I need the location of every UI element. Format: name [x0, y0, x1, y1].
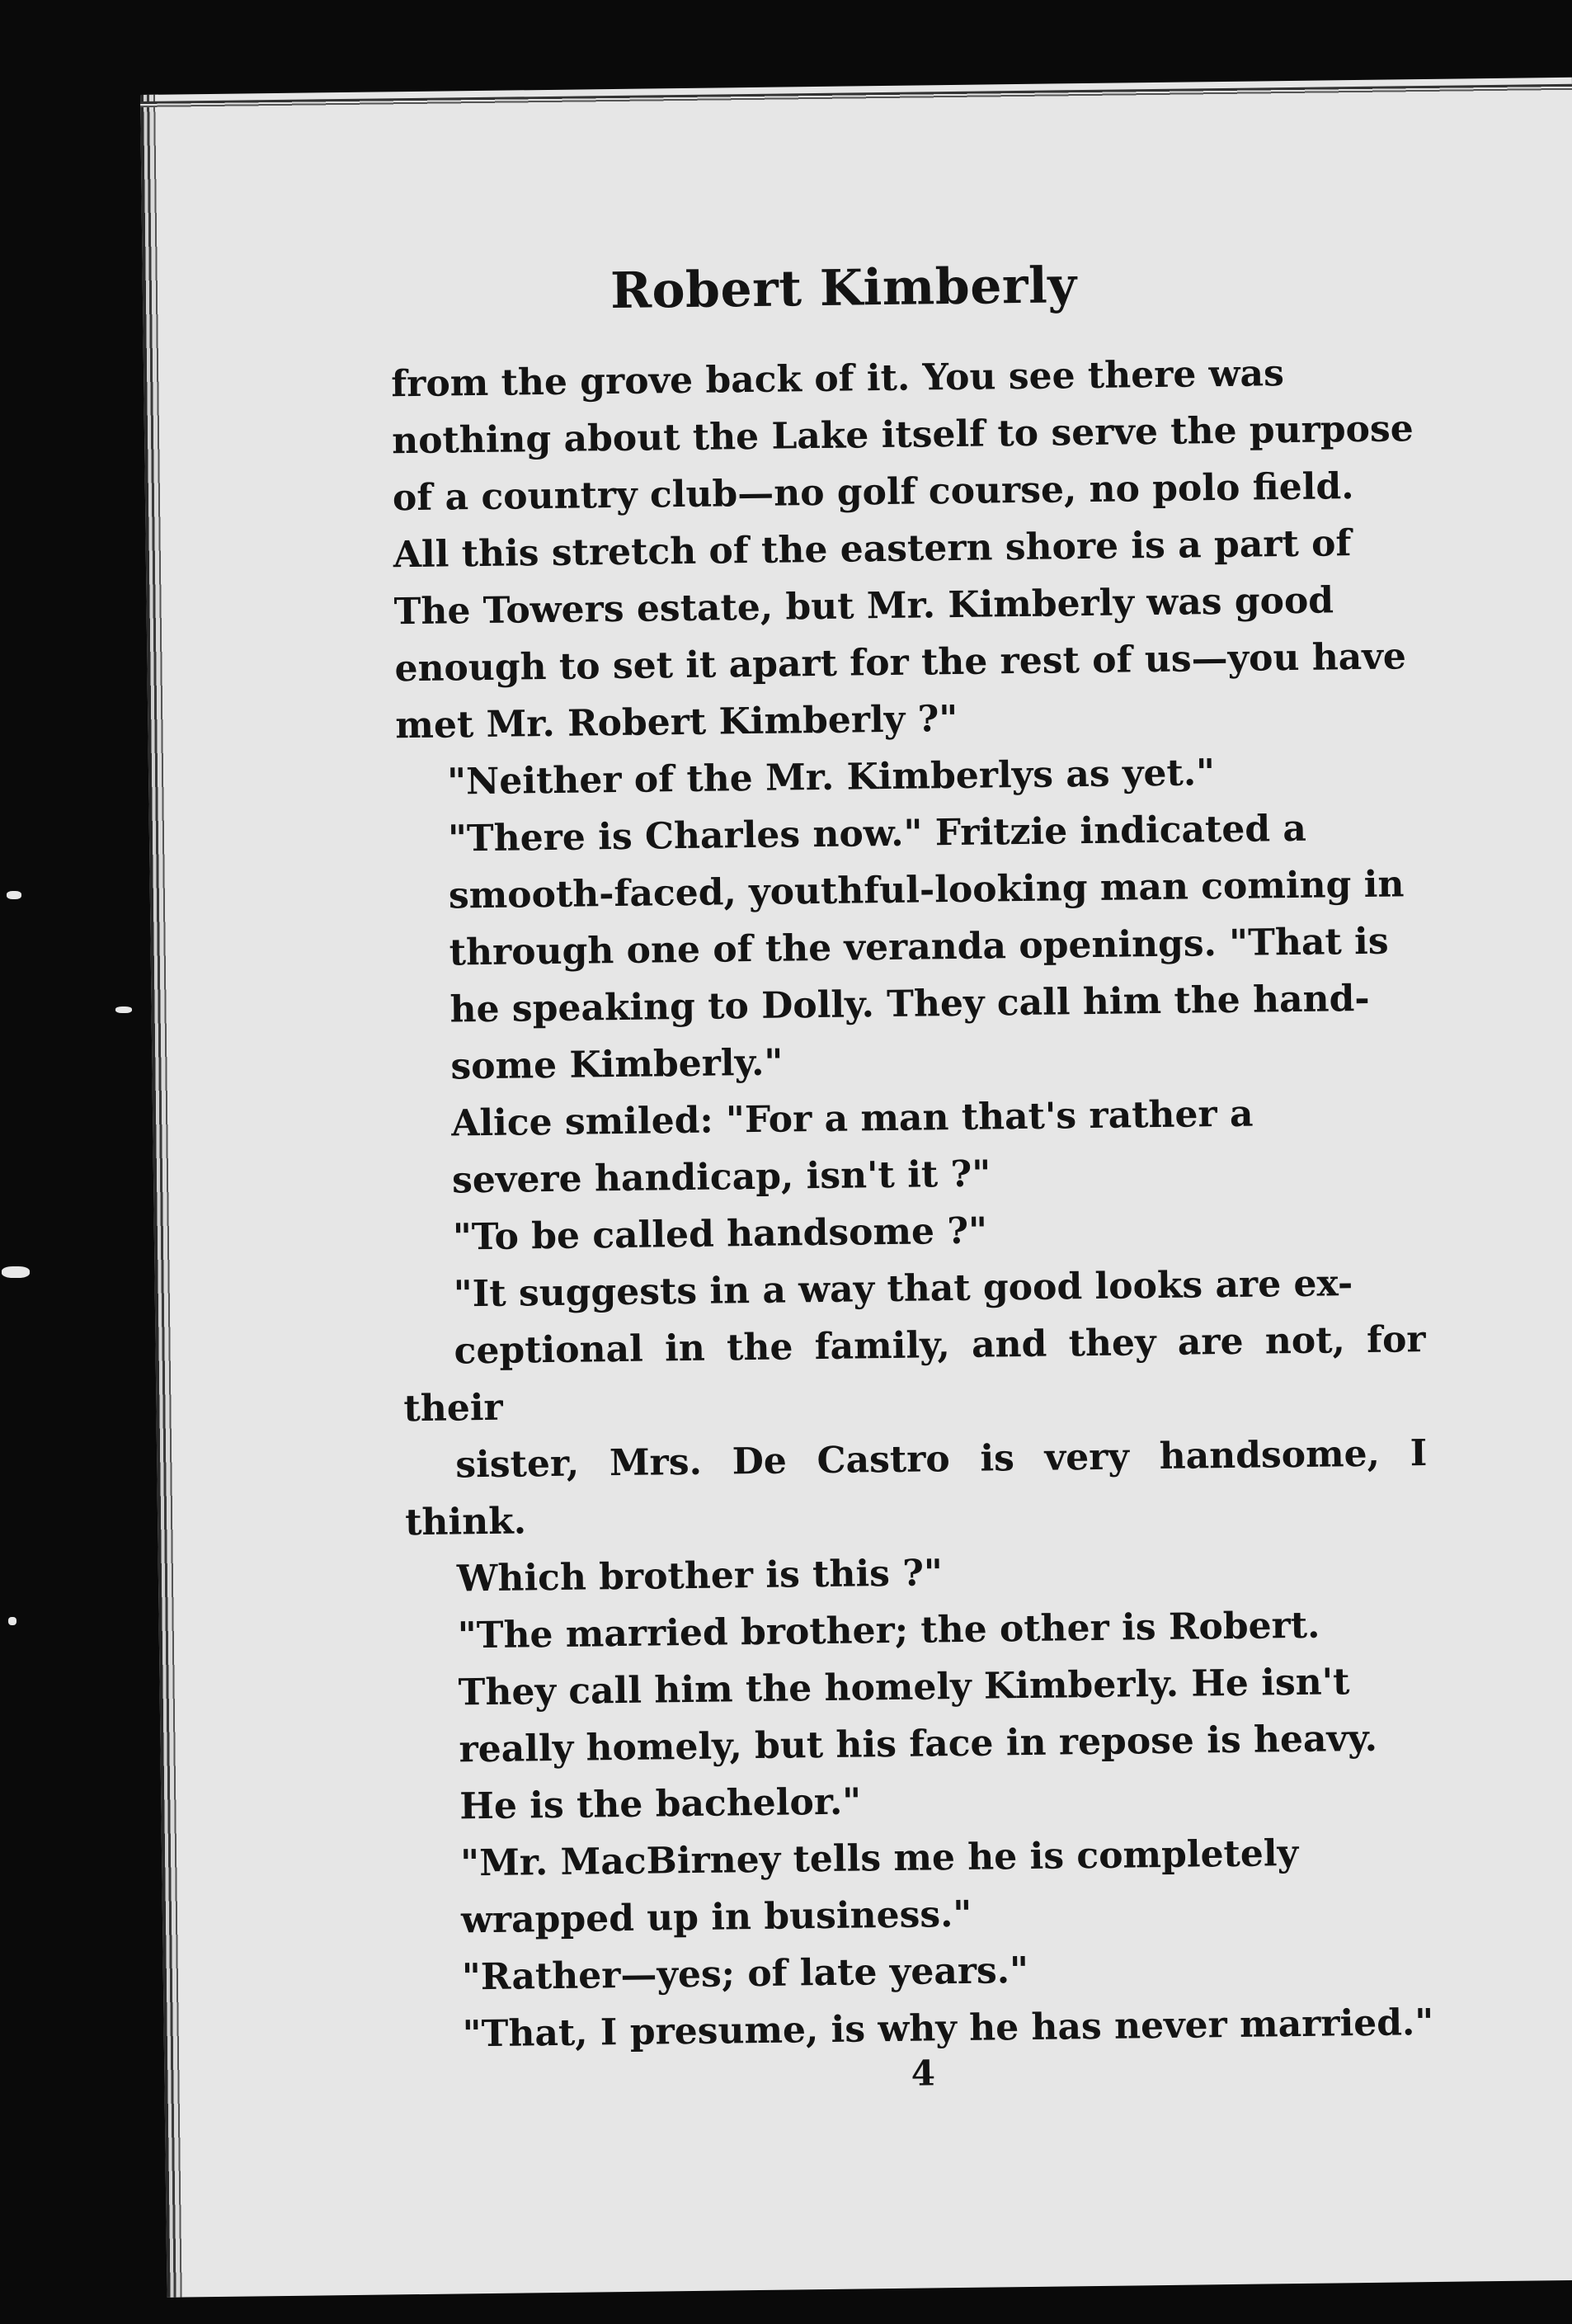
text-line: wrapped up in business." — [460, 1893, 972, 1942]
text-line: he speaking to Dolly. They call him the hand- — [449, 977, 1370, 1031]
paragraph — [391, 343, 1419, 754]
text-line: through one of the veranda openings. "That is — [449, 920, 1389, 974]
paragraph — [400, 1083, 1424, 1209]
page-number: 4 — [911, 2053, 936, 2094]
body-text — [391, 343, 1434, 2063]
scan-speck — [2, 1266, 30, 1278]
paragraph — [406, 1596, 1431, 1836]
text-line: "To be called handsome ?" — [452, 1209, 988, 1259]
text-line: They call him the homely Kimberly. He isn't — [458, 1661, 1350, 1714]
text-line: "That, I presume, is why he has never married." — [462, 2001, 1434, 2056]
paragraph — [402, 1254, 1428, 1608]
scan-speck — [8, 1617, 16, 1625]
text-line: "The married brother; the other is Robert. — [457, 1604, 1320, 1657]
text-line: "Rather—yes; of late years." — [461, 1949, 1029, 1999]
text-line: "It suggests in a way that good looks are ex- — [453, 1262, 1353, 1316]
scan-speck — [115, 1006, 132, 1013]
scan-speck — [7, 891, 21, 899]
text-line: Which brother is this ?" — [456, 1552, 944, 1600]
text-line: enough to set it apart for the rest of us—you have — [394, 635, 1407, 691]
text-line: really homely, but his face in repose is heavy. — [459, 1717, 1378, 1771]
text-line: "Neither of the Mr. Kimberlys as yet." — [446, 752, 1216, 804]
text-line: met Mr. Robert Kimberly ?" — [395, 697, 958, 747]
text-line: "Mr. MacBirney tells me he is completely — [459, 1832, 1299, 1885]
page-edge — [140, 95, 186, 2298]
text-line: severe handicap, isn't it ?" — [451, 1153, 991, 1202]
text-line: from the grove back of it. You see there was — [390, 352, 1285, 406]
text-line: He is the bachelor." — [459, 1780, 862, 1828]
text-line: of a country club—no golf course, no polo field. — [392, 465, 1354, 520]
book-page — [140, 78, 1572, 2298]
text-line: nothing about the Lake itself to serve the purpose — [391, 408, 1414, 463]
page-top-edge — [140, 84, 1572, 108]
text-line: "There is Charles now." Fritzie indicated a — [447, 807, 1307, 860]
running-head: Robert Kimberly — [610, 257, 1078, 321]
text-line: some Kimberly." — [450, 1041, 784, 1088]
text-line: All this stretch of the eastern shore is a part of — [393, 522, 1352, 577]
paragraph — [409, 1823, 1433, 1949]
text-line: sister, Mrs. De Castro is very handsome, I think. — [404, 1432, 1428, 1544]
paragraph — [397, 799, 1423, 1096]
text-line: The Towers estate, but Mr. Kimberly was good — [393, 579, 1334, 634]
text-line: Alice smiled: "For a man that's rather a — [450, 1092, 1254, 1145]
text-line: ceptional in the family, and they are not, for their — [403, 1318, 1426, 1431]
text-line: smooth-faced, youthful-looking man coming in — [448, 863, 1405, 917]
